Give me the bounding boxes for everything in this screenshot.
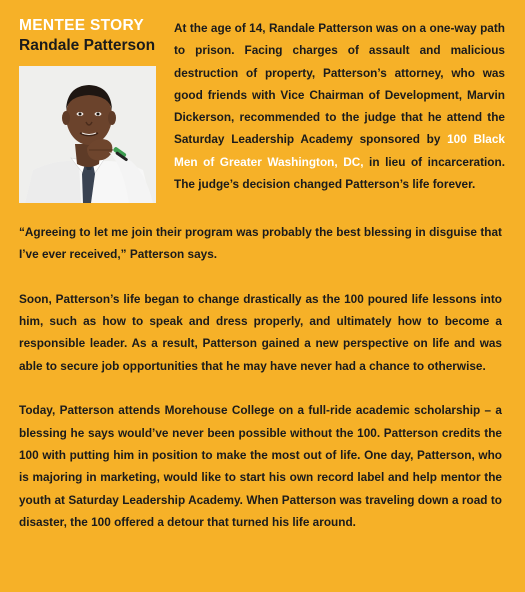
story-paragraph: Today, Patterson attends Morehouse College on a full-ride academic scholarship – a blessing he says would’ve never been possible without the 100. Patterson credits the 100 with putting him in position to make the most out of life. One day, Patterson, who is majoring in marketing, would like to start his own record label and help mentor the youth at Saturday Leadership Academy. When Patterson was traveling down a road to disaster, the 100 offered a detour that turned his life around. — [19, 403, 502, 529]
intro-text-end: in lieu of incarceration. The judge’s decision changed Patterson’s life forever. — [174, 154, 505, 192]
intro-text-start: At the age of 14, Randale Patterson was on a one-way path to prison. Facing charges of assault and malicious destruction of property, Patterson’s attorney, who was good friends with Vice Chairman of Development, Marvin Dickerson, recommended to the judge that he attend the Saturday Leadership Academy sponsored by — [174, 21, 505, 147]
story-sidebar — [19, 17, 159, 55]
organization-link[interactable]: 100 Black Men of Greater Washington, DC, — [174, 132, 505, 169]
section-kicker: MENTEE STORY — [19, 17, 145, 34]
story-paragraph: Soon, Patterson’s life began to change drastically as the 100 poured life lessons into him, such as how to speak and dress properly, and ultimately how to become a responsible leader. As a result, Patterson gained a new perspective on life and was able to secure job opportunities that he may have never had a chance to otherwise. — [19, 291, 502, 373]
portrait-photo-icon — [19, 66, 156, 203]
intro-paragraph — [174, 17, 505, 195]
mentee-name: Randale Patterson — [19, 37, 156, 54]
story-body — [19, 221, 502, 555]
quote-paragraph: “Agreeing to let me join their program was probably the best blessing in disguise that I’ve ever received,” Patterson says. — [19, 225, 502, 262]
portrait-photo — [19, 66, 156, 203]
